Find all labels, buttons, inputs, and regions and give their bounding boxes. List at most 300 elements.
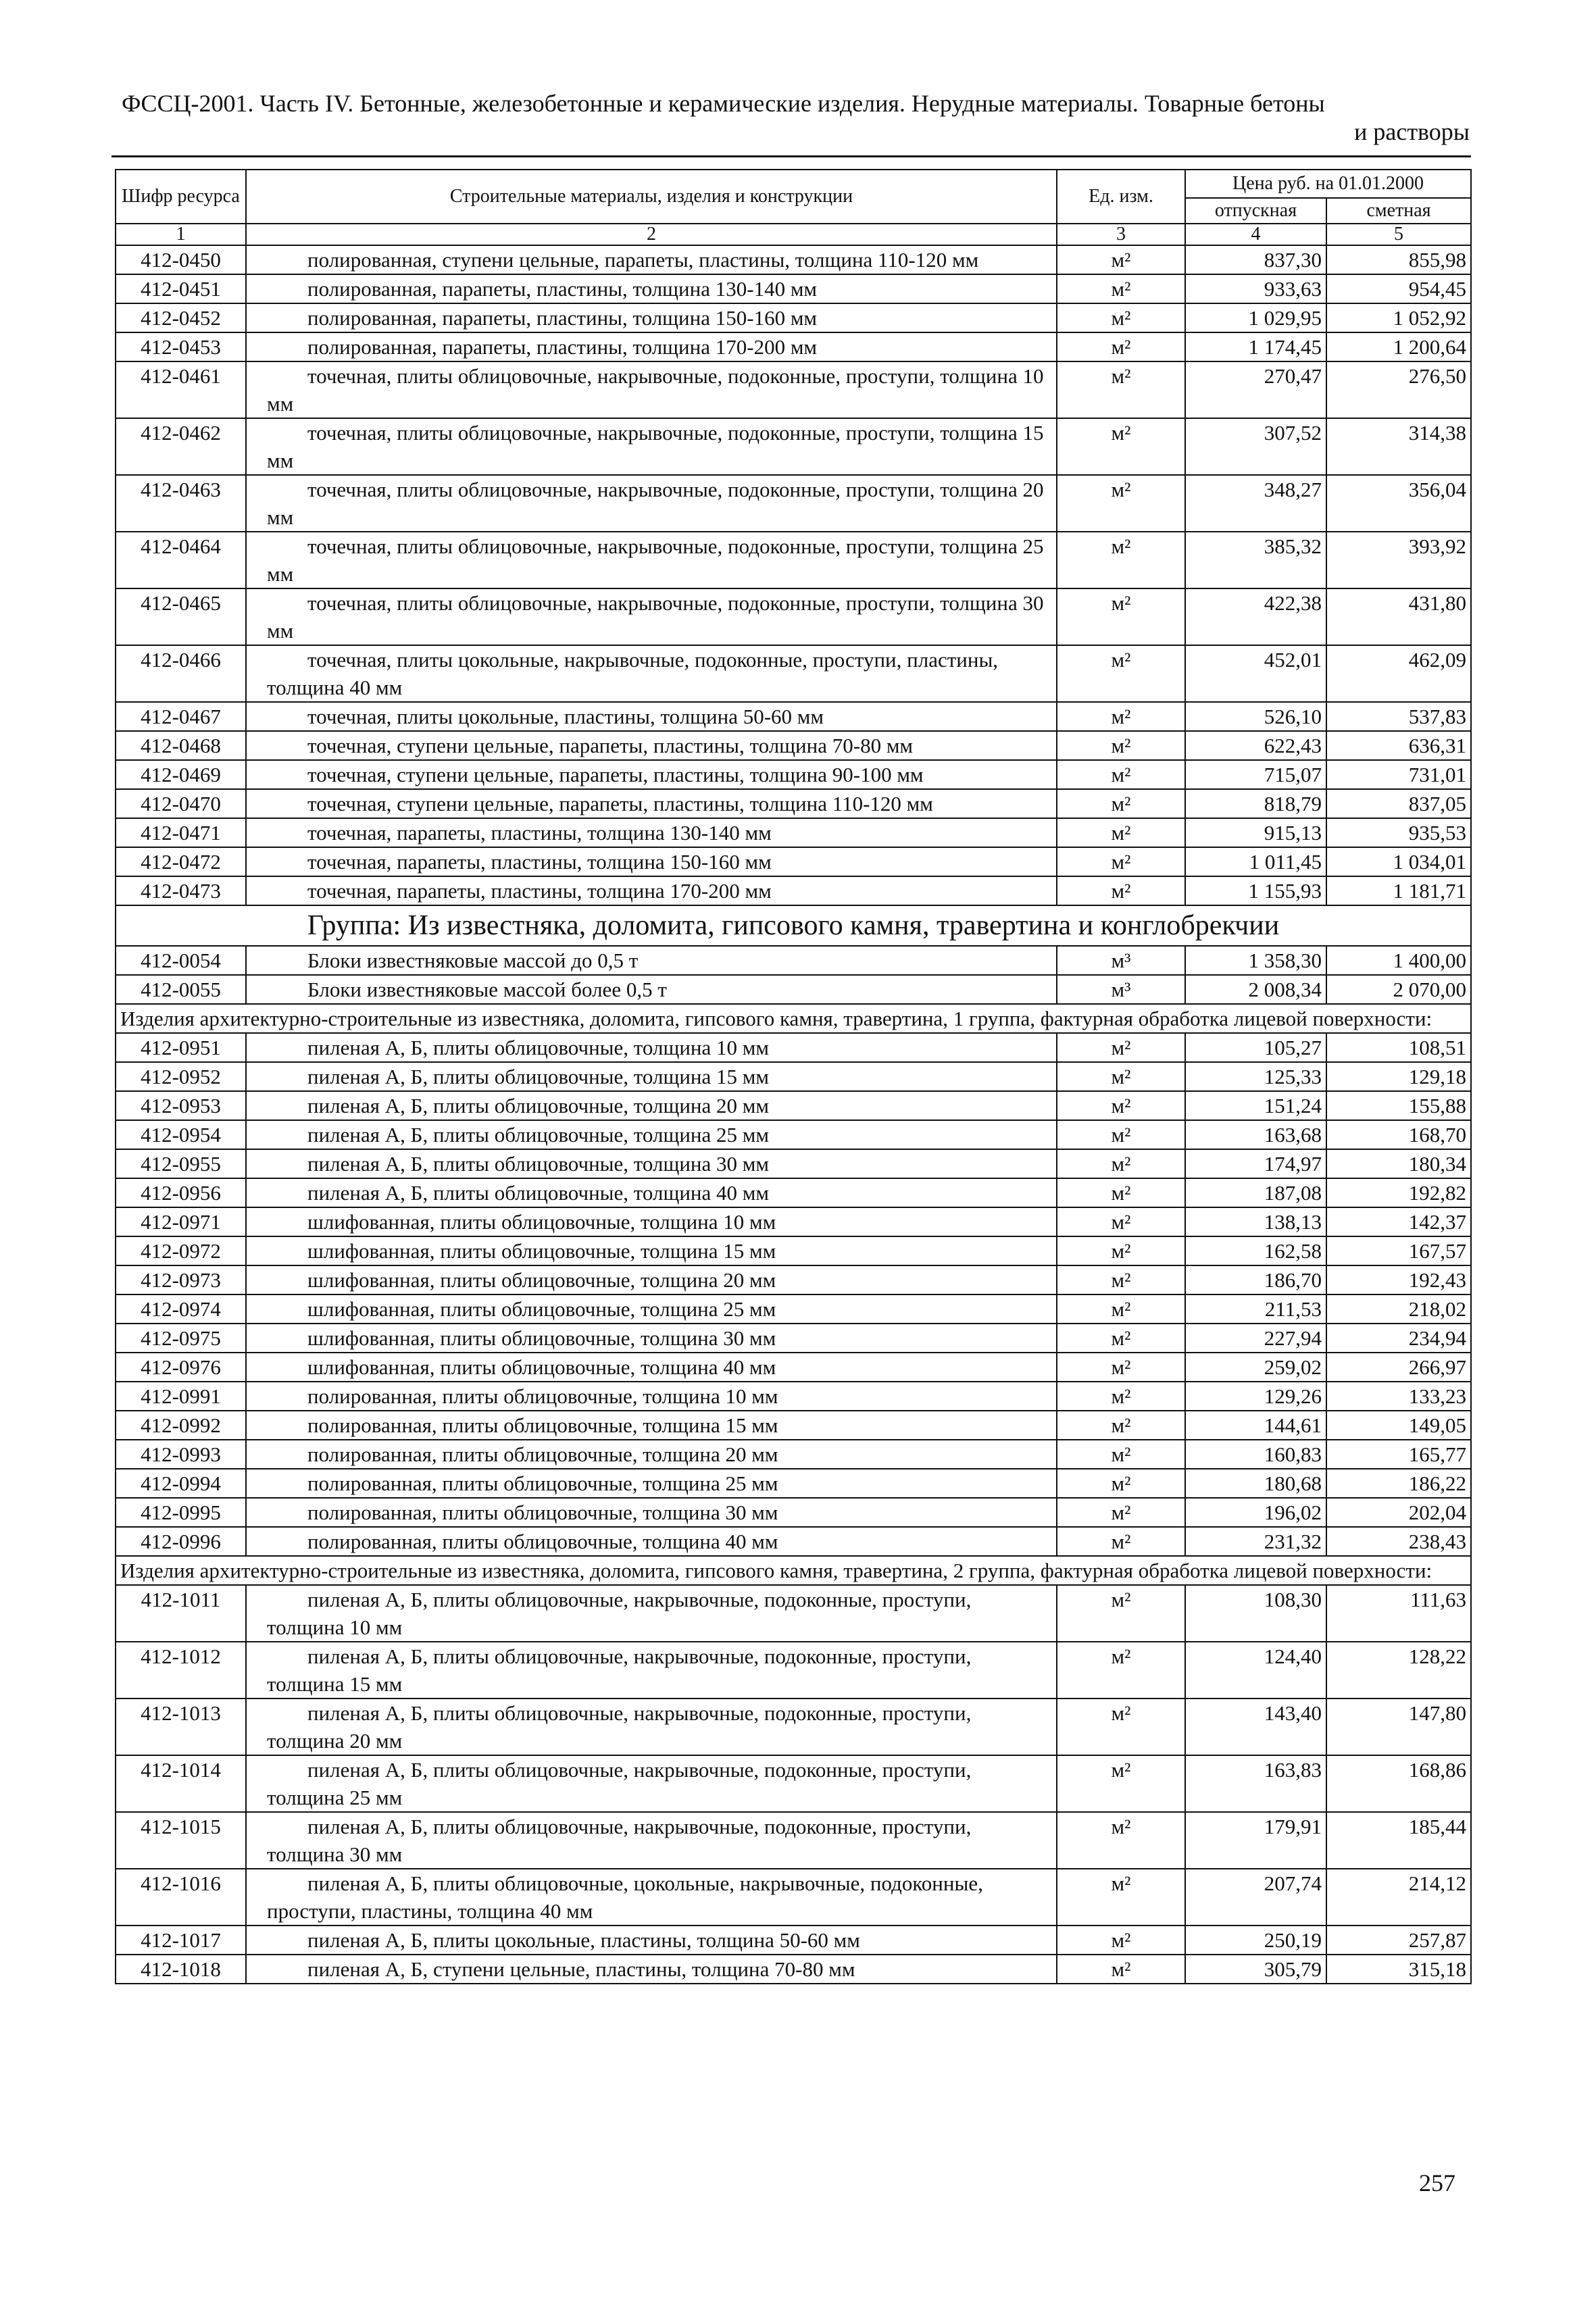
material-description	[246, 1585, 1057, 1642]
description-text: шлифованная, плиты облицовочные, толщина 15 мм	[307, 1239, 776, 1263]
subheading-2-section	[116, 1556, 1471, 1585]
unit-of-measure: м²	[1057, 1382, 1185, 1411]
resource-code: 412-0453	[116, 332, 246, 361]
release-price: 138,13	[1185, 1207, 1326, 1236]
description-text: пиленая А, Б, плиты облицовочные, накрывочные, подоконные, проступи, толщина 10 мм	[267, 1588, 972, 1639]
unit-of-measure: м²	[1057, 1926, 1185, 1955]
estimate-price: 266,97	[1326, 1353, 1471, 1382]
release-price: 196,02	[1185, 1498, 1326, 1527]
unit-of-measure: м²	[1057, 1585, 1185, 1642]
resource-code: 412-0951	[116, 1033, 246, 1062]
release-price: 250,19	[1185, 1926, 1326, 1955]
description-text: пиленая А, Б, плиты облицовочные, толщина 10 мм	[307, 1036, 770, 1059]
unit-of-measure: м²	[1057, 1091, 1185, 1120]
description-text: пиленая А, Б, плиты облицовочные, толщина 15 мм	[307, 1065, 770, 1088]
material-description	[246, 760, 1057, 789]
estimate-price: 356,04	[1326, 475, 1471, 532]
release-price: 129,26	[1185, 1382, 1326, 1411]
rows-blocks	[116, 946, 1471, 1004]
unit-of-measure: м²	[1057, 588, 1185, 645]
release-price: 105,27	[1185, 1033, 1326, 1062]
description-text: шлифованная, плиты облицовочные, толщина 25 мм	[307, 1297, 776, 1321]
description-text: пиленая А, Б, плиты облицовочные, накрывочные, подоконные, проступи, толщина 15 мм	[267, 1644, 972, 1696]
estimate-price: 238,43	[1326, 1527, 1471, 1556]
description-text: точечная, ступени цельные, парапеты, пластины, толщина 110-120 мм	[307, 792, 933, 815]
estimate-price: 393,92	[1326, 532, 1471, 588]
group-title: Группа: Из известняка, доломита, гипсового камня, травертина и конглобрекчии	[116, 905, 1471, 946]
description-text: шлифованная, плиты облицовочные, толщина 40 мм	[307, 1355, 776, 1379]
estimate-price: 108,51	[1326, 1033, 1471, 1062]
description-text: полированная, парапеты, пластины, толщина 130-140 мм	[307, 277, 818, 301]
resource-code: 412-0464	[116, 532, 246, 588]
header-rule	[111, 155, 1471, 157]
header-name: Строительные материалы, изделия и конструкции	[246, 170, 1057, 224]
header-price: Цена руб. на 01.01.2000	[1185, 170, 1471, 198]
unit-of-measure: м²	[1057, 361, 1185, 418]
estimate-price: 149,05	[1326, 1411, 1471, 1440]
resource-code: 412-1013	[116, 1699, 246, 1755]
description-text: пиленая А, Б, ступени цельные, пластины, толщина 70-80 мм	[307, 1957, 855, 1981]
resource-code: 412-0956	[116, 1178, 246, 1207]
resource-code: 412-0463	[116, 475, 246, 532]
resource-code: 412-1014	[116, 1755, 246, 1812]
description-text: точечная, плиты облицовочные, накрывочные, подоконные, проступи, толщина 20 мм	[267, 478, 1044, 529]
release-price: 1 011,45	[1185, 847, 1326, 876]
release-price: 270,47	[1185, 361, 1326, 418]
release-price: 207,74	[1185, 1869, 1326, 1926]
estimate-price: 1 052,92	[1326, 303, 1471, 332]
description-text: точечная, парапеты, пластины, толщина 130-140 мм	[307, 821, 772, 845]
description-text: пиленая А, Б, плиты облицовочные, толщина 20 мм	[307, 1094, 770, 1117]
unit-of-measure: м²	[1057, 1120, 1185, 1149]
release-price: 231,32	[1185, 1527, 1326, 1556]
unit-of-measure: м²	[1057, 789, 1185, 818]
release-price: 1 174,45	[1185, 332, 1326, 361]
unit-of-measure: м²	[1057, 303, 1185, 332]
resource-code: 412-1018	[116, 1955, 246, 1984]
resource-code: 412-1016	[116, 1869, 246, 1926]
material-description	[246, 1382, 1057, 1411]
material-description	[246, 1062, 1057, 1091]
resource-code: 412-0471	[116, 818, 246, 847]
estimate-price: 1 400,00	[1326, 946, 1471, 975]
description-text: точечная, плиты облицовочные, накрывочные, подоконные, проступи, толщина 10 мм	[267, 364, 1044, 416]
material-description	[246, 645, 1057, 702]
unit-of-measure: м²	[1057, 475, 1185, 532]
material-description	[246, 1869, 1057, 1926]
table-row	[116, 1236, 1471, 1265]
estimate-price: 935,53	[1326, 818, 1471, 847]
estimate-price: 1 034,01	[1326, 847, 1471, 876]
material-description	[246, 1207, 1057, 1236]
material-description	[246, 1498, 1057, 1527]
description-text: полированная, плиты облицовочные, толщина 25 мм	[307, 1472, 778, 1495]
material-description	[246, 702, 1057, 731]
unit-of-measure: м²	[1057, 1207, 1185, 1236]
release-price: 160,83	[1185, 1440, 1326, 1469]
description-text: полированная, плиты облицовочные, толщина 20 мм	[307, 1442, 778, 1466]
resource-code: 412-0996	[116, 1527, 246, 1556]
table-row	[116, 645, 1471, 702]
estimate-price: 142,37	[1326, 1207, 1471, 1236]
resource-code: 412-0468	[116, 731, 246, 760]
release-price: 622,43	[1185, 731, 1326, 760]
table-row	[116, 274, 1471, 303]
table-row	[116, 1382, 1471, 1411]
unit-of-measure: м²	[1057, 702, 1185, 731]
resource-code: 412-0954	[116, 1120, 246, 1149]
table-row	[116, 946, 1471, 975]
unit-of-measure: м²	[1057, 1642, 1185, 1699]
resource-code: 412-0992	[116, 1411, 246, 1440]
description-text: пиленая А, Б, плиты облицовочные, накрывочные, подоконные, проступи, толщина 25 мм	[267, 1758, 972, 1809]
unit-of-measure: м³	[1057, 946, 1185, 975]
description-text: точечная, плиты цокольные, пластины, толщина 50-60 мм	[307, 705, 824, 728]
unit-of-measure: м²	[1057, 1469, 1185, 1498]
description-text: полированная, ступени цельные, парапеты, пластины, толщина 110-120 мм	[307, 248, 979, 272]
release-price: 163,83	[1185, 1755, 1326, 1812]
resource-code: 412-0451	[116, 274, 246, 303]
release-price: 144,61	[1185, 1411, 1326, 1440]
description-text: точечная, ступени цельные, парапеты, пластины, толщина 90-100 мм	[307, 763, 924, 786]
estimate-price: 636,31	[1326, 731, 1471, 760]
resource-code: 412-1011	[116, 1585, 246, 1642]
material-description	[246, 1149, 1057, 1178]
unit-of-measure: м²	[1057, 1353, 1185, 1382]
description-text: пиленая А, Б, плиты цокольные, пластины, толщина 50-60 мм	[307, 1928, 860, 1952]
material-description	[246, 975, 1057, 1004]
material-description	[246, 1033, 1057, 1062]
col-number-5: 5	[1326, 224, 1471, 245]
estimate-price: 276,50	[1326, 361, 1471, 418]
estimate-price: 128,22	[1326, 1642, 1471, 1699]
estimate-price: 133,23	[1326, 1382, 1471, 1411]
unit-of-measure: м³	[1057, 975, 1185, 1004]
unit-of-measure: м²	[1057, 1062, 1185, 1091]
table-row	[116, 1120, 1471, 1149]
estimate-price: 257,87	[1326, 1926, 1471, 1955]
table-row	[116, 1440, 1471, 1469]
unit-of-measure: м²	[1057, 847, 1185, 876]
table-row	[116, 1207, 1471, 1236]
resource-code: 412-0994	[116, 1469, 246, 1498]
unit-of-measure: м²	[1057, 1440, 1185, 1469]
col-number-2: 2	[246, 224, 1057, 245]
release-price: 163,68	[1185, 1120, 1326, 1149]
material-description	[246, 1755, 1057, 1812]
resource-code: 412-0452	[116, 303, 246, 332]
unit-of-measure: м²	[1057, 1265, 1185, 1294]
estimate-price: 192,82	[1326, 1178, 1471, 1207]
description-text: точечная, плиты облицовочные, накрывочные, подоконные, проступи, толщина 30 мм	[267, 591, 1044, 643]
table-row	[116, 1642, 1471, 1699]
resource-code: 412-0462	[116, 418, 246, 475]
release-price: 1 155,93	[1185, 876, 1326, 905]
unit-of-measure: м²	[1057, 1411, 1185, 1440]
material-description	[246, 1955, 1057, 1984]
description-text: пиленая А, Б, плиты облицовочные, накрывочные, подоконные, проступи, толщина 30 мм	[267, 1815, 972, 1866]
description-text: пиленая А, Б, плиты облицовочные, толщина 40 мм	[307, 1181, 770, 1205]
rows-polished-dotted	[116, 245, 1471, 905]
material-description	[246, 731, 1057, 760]
description-text: полированная, парапеты, пластины, толщина 150-160 мм	[307, 306, 818, 330]
header-estimate: сметная	[1326, 198, 1471, 224]
estimate-price: 837,05	[1326, 789, 1471, 818]
subheading-1: Изделия архитектурно-строительные из известняка, доломита, гипсового камня, травертина, 1 группа, фактурная обработка лицевой поверхности:	[116, 1004, 1471, 1033]
unit-of-measure: м²	[1057, 1699, 1185, 1755]
estimate-price: 155,88	[1326, 1091, 1471, 1120]
table-row	[116, 1178, 1471, 1207]
description-text: пиленая А, Б, плиты облицовочные, толщина 30 мм	[307, 1152, 770, 1176]
estimate-price: 314,38	[1326, 418, 1471, 475]
table-row	[116, 731, 1471, 760]
material-description	[246, 1699, 1057, 1755]
material-description	[246, 1236, 1057, 1265]
table-row	[116, 1498, 1471, 1527]
table-row	[116, 332, 1471, 361]
material-description	[246, 1324, 1057, 1353]
header-code: Шифр ресурса	[116, 170, 246, 224]
description-text: Блоки известняковые массой более 0,5 т	[307, 978, 667, 1001]
estimate-price: 192,43	[1326, 1265, 1471, 1294]
table-row	[116, 1869, 1471, 1926]
description-text: точечная, парапеты, пластины, толщина 150-160 мм	[307, 850, 772, 874]
table-row	[116, 1469, 1471, 1498]
unit-of-measure: м²	[1057, 731, 1185, 760]
estimate-price: 129,18	[1326, 1062, 1471, 1091]
table-row	[116, 760, 1471, 789]
estimate-price: 147,80	[1326, 1699, 1471, 1755]
resource-code: 412-0469	[116, 760, 246, 789]
unit-of-measure: м²	[1057, 274, 1185, 303]
material-description	[246, 1469, 1057, 1498]
material-description	[246, 1265, 1057, 1294]
unit-of-measure: м²	[1057, 1178, 1185, 1207]
estimate-price: 111,63	[1326, 1585, 1471, 1642]
rows-group-2	[116, 1585, 1471, 1984]
table-row	[116, 1091, 1471, 1120]
resource-code: 412-0461	[116, 361, 246, 418]
table-row	[116, 418, 1471, 475]
resource-code: 412-0974	[116, 1294, 246, 1324]
description-text: пиленая А, Б, плиты облицовочные, цокольные, накрывочные, подоконные, проступи, пластины, толщина 40 мм	[267, 1871, 983, 1923]
col-number-4: 4	[1185, 224, 1326, 245]
table-row	[116, 702, 1471, 731]
header-line-2: и растворы	[1354, 118, 1470, 145]
estimate-price: 218,02	[1326, 1294, 1471, 1324]
release-price: 124,40	[1185, 1642, 1326, 1699]
resource-code: 412-0973	[116, 1265, 246, 1294]
description-text: шлифованная, плиты облицовочные, толщина 10 мм	[307, 1210, 776, 1234]
unit-of-measure: м²	[1057, 1812, 1185, 1869]
page-number: 257	[1419, 2169, 1455, 2196]
material-description	[246, 303, 1057, 332]
resource-code: 412-0472	[116, 847, 246, 876]
material-description	[246, 847, 1057, 876]
resource-code: 412-1015	[116, 1812, 246, 1869]
release-price: 179,91	[1185, 1812, 1326, 1869]
unit-of-measure: м²	[1057, 1955, 1185, 1984]
material-description	[246, 418, 1057, 475]
table-row	[116, 1062, 1471, 1091]
unit-of-measure: м²	[1057, 418, 1185, 475]
table-row	[116, 1265, 1471, 1294]
unit-of-measure: м²	[1057, 1527, 1185, 1556]
price-table	[115, 169, 1472, 1984]
material-description	[246, 789, 1057, 818]
resource-code: 412-0955	[116, 1149, 246, 1178]
description-text: точечная, ступени цельные, парапеты, пластины, толщина 70-80 мм	[307, 734, 914, 757]
header-unit: Ед. изм.	[1057, 170, 1185, 224]
description-text: шлифованная, плиты облицовочные, толщина 20 мм	[307, 1268, 776, 1292]
unit-of-measure: м²	[1057, 1033, 1185, 1062]
unit-of-measure: м²	[1057, 1498, 1185, 1527]
estimate-price: 180,34	[1326, 1149, 1471, 1178]
table-row	[116, 361, 1471, 418]
table-row	[116, 475, 1471, 532]
resource-code: 412-1017	[116, 1926, 246, 1955]
table-row	[116, 1812, 1471, 1869]
release-price: 385,32	[1185, 532, 1326, 588]
table-row	[116, 532, 1471, 588]
group-section	[116, 905, 1471, 946]
estimate-price: 202,04	[1326, 1498, 1471, 1527]
unit-of-measure: м²	[1057, 245, 1185, 274]
estimate-price: 186,22	[1326, 1469, 1471, 1498]
resource-code: 412-0995	[116, 1498, 246, 1527]
material-description	[246, 1926, 1057, 1955]
description-text: пиленая А, Б, плиты облицовочные, толщина 25 мм	[307, 1123, 770, 1147]
resource-code: 412-0991	[116, 1382, 246, 1411]
table-row	[116, 1033, 1471, 1062]
resource-code: 412-0975	[116, 1324, 246, 1353]
material-description	[246, 1294, 1057, 1324]
table-row	[116, 1353, 1471, 1382]
release-price: 143,40	[1185, 1699, 1326, 1755]
release-price: 715,07	[1185, 760, 1326, 789]
resource-code: 412-0466	[116, 645, 246, 702]
estimate-price: 234,94	[1326, 1324, 1471, 1353]
material-description	[246, 1812, 1057, 1869]
unit-of-measure: м²	[1057, 1755, 1185, 1812]
material-description	[246, 1091, 1057, 1120]
table-row	[116, 975, 1471, 1004]
description-text: пиленая А, Б, плиты облицовочные, накрывочные, подоконные, проступи, толщина 20 мм	[267, 1701, 972, 1753]
table-row	[116, 1699, 1471, 1755]
release-price: 305,79	[1185, 1955, 1326, 1984]
table-row	[116, 1527, 1471, 1556]
table-row	[116, 588, 1471, 645]
estimate-price: 431,80	[1326, 588, 1471, 645]
material-description	[246, 588, 1057, 645]
unit-of-measure: м²	[1057, 876, 1185, 905]
release-price: 125,33	[1185, 1062, 1326, 1091]
resource-code: 412-0972	[116, 1236, 246, 1265]
header-line-1: ФССЦ-2001. Часть IV. Бетонные, железобетонные и керамические изделия. Нерудные материалы. Товарные бетоны	[122, 90, 1325, 117]
description-text: полированная, плиты облицовочные, толщина 30 мм	[307, 1501, 778, 1524]
table-row	[116, 1294, 1471, 1324]
col-number-3: 3	[1057, 224, 1185, 245]
table-row	[116, 1149, 1471, 1178]
estimate-price: 1 200,64	[1326, 332, 1471, 361]
rows-group-1	[116, 1033, 1471, 1556]
release-price: 526,10	[1185, 702, 1326, 731]
resource-code: 412-0976	[116, 1353, 246, 1382]
material-description	[246, 361, 1057, 418]
unit-of-measure: м²	[1057, 1324, 1185, 1353]
table-row	[116, 1955, 1471, 1984]
unit-of-measure: м²	[1057, 760, 1185, 789]
unit-of-measure: м²	[1057, 1149, 1185, 1178]
subheading-2: Изделия архитектурно-строительные из известняка, доломита, гипсового камня, травертина, 2 группа, фактурная обработка лицевой поверхности:	[116, 1556, 1471, 1585]
release-price: 422,38	[1185, 588, 1326, 645]
estimate-price: 214,12	[1326, 1869, 1471, 1926]
release-price: 1 029,95	[1185, 303, 1326, 332]
material-description	[246, 946, 1057, 975]
table-row	[116, 789, 1471, 818]
release-price: 151,24	[1185, 1091, 1326, 1120]
description-text: точечная, плиты цокольные, накрывочные, подоконные, проступи, пластины, толщина 40 мм	[267, 648, 999, 699]
estimate-price: 185,44	[1326, 1812, 1471, 1869]
table-row	[116, 1411, 1471, 1440]
estimate-price: 537,83	[1326, 702, 1471, 731]
release-price: 108,30	[1185, 1585, 1326, 1642]
table-row	[116, 303, 1471, 332]
resource-code: 412-0993	[116, 1440, 246, 1469]
resource-code: 412-0450	[116, 245, 246, 274]
table-row	[116, 847, 1471, 876]
resource-code: 412-0953	[116, 1091, 246, 1120]
material-description	[246, 1178, 1057, 1207]
estimate-price: 167,57	[1326, 1236, 1471, 1265]
material-description	[246, 818, 1057, 847]
estimate-price: 165,77	[1326, 1440, 1471, 1469]
material-description	[246, 332, 1057, 361]
resource-code: 412-0055	[116, 975, 246, 1004]
estimate-price: 168,86	[1326, 1755, 1471, 1812]
release-price: 211,53	[1185, 1294, 1326, 1324]
table-row	[116, 876, 1471, 905]
resource-code: 412-0465	[116, 588, 246, 645]
material-description	[246, 1527, 1057, 1556]
description-text: точечная, плиты облицовочные, накрывочные, подоконные, проступи, толщина 25 мм	[267, 534, 1044, 586]
material-description	[246, 245, 1057, 274]
unit-of-measure: м²	[1057, 645, 1185, 702]
estimate-price: 1 181,71	[1326, 876, 1471, 905]
estimate-price: 2 070,00	[1326, 975, 1471, 1004]
col-number-1: 1	[116, 224, 246, 245]
material-description	[246, 1120, 1057, 1149]
resource-code: 412-1012	[116, 1642, 246, 1699]
material-description	[246, 475, 1057, 532]
release-price: 1 358,30	[1185, 946, 1326, 975]
material-description	[246, 1642, 1057, 1699]
release-price: 452,01	[1185, 645, 1326, 702]
estimate-price: 731,01	[1326, 760, 1471, 789]
estimate-price: 855,98	[1326, 245, 1471, 274]
estimate-price: 168,70	[1326, 1120, 1471, 1149]
resource-code: 412-0971	[116, 1207, 246, 1236]
unit-of-measure: м²	[1057, 332, 1185, 361]
description-text: полированная, плиты облицовочные, толщина 15 мм	[307, 1413, 778, 1437]
resource-code: 412-0952	[116, 1062, 246, 1091]
description-text: Блоки известняковые массой до 0,5 т	[307, 949, 639, 972]
material-description	[246, 1411, 1057, 1440]
release-price: 2 008,34	[1185, 975, 1326, 1004]
estimate-price: 954,45	[1326, 274, 1471, 303]
estimate-price: 462,09	[1326, 645, 1471, 702]
material-description	[246, 532, 1057, 588]
